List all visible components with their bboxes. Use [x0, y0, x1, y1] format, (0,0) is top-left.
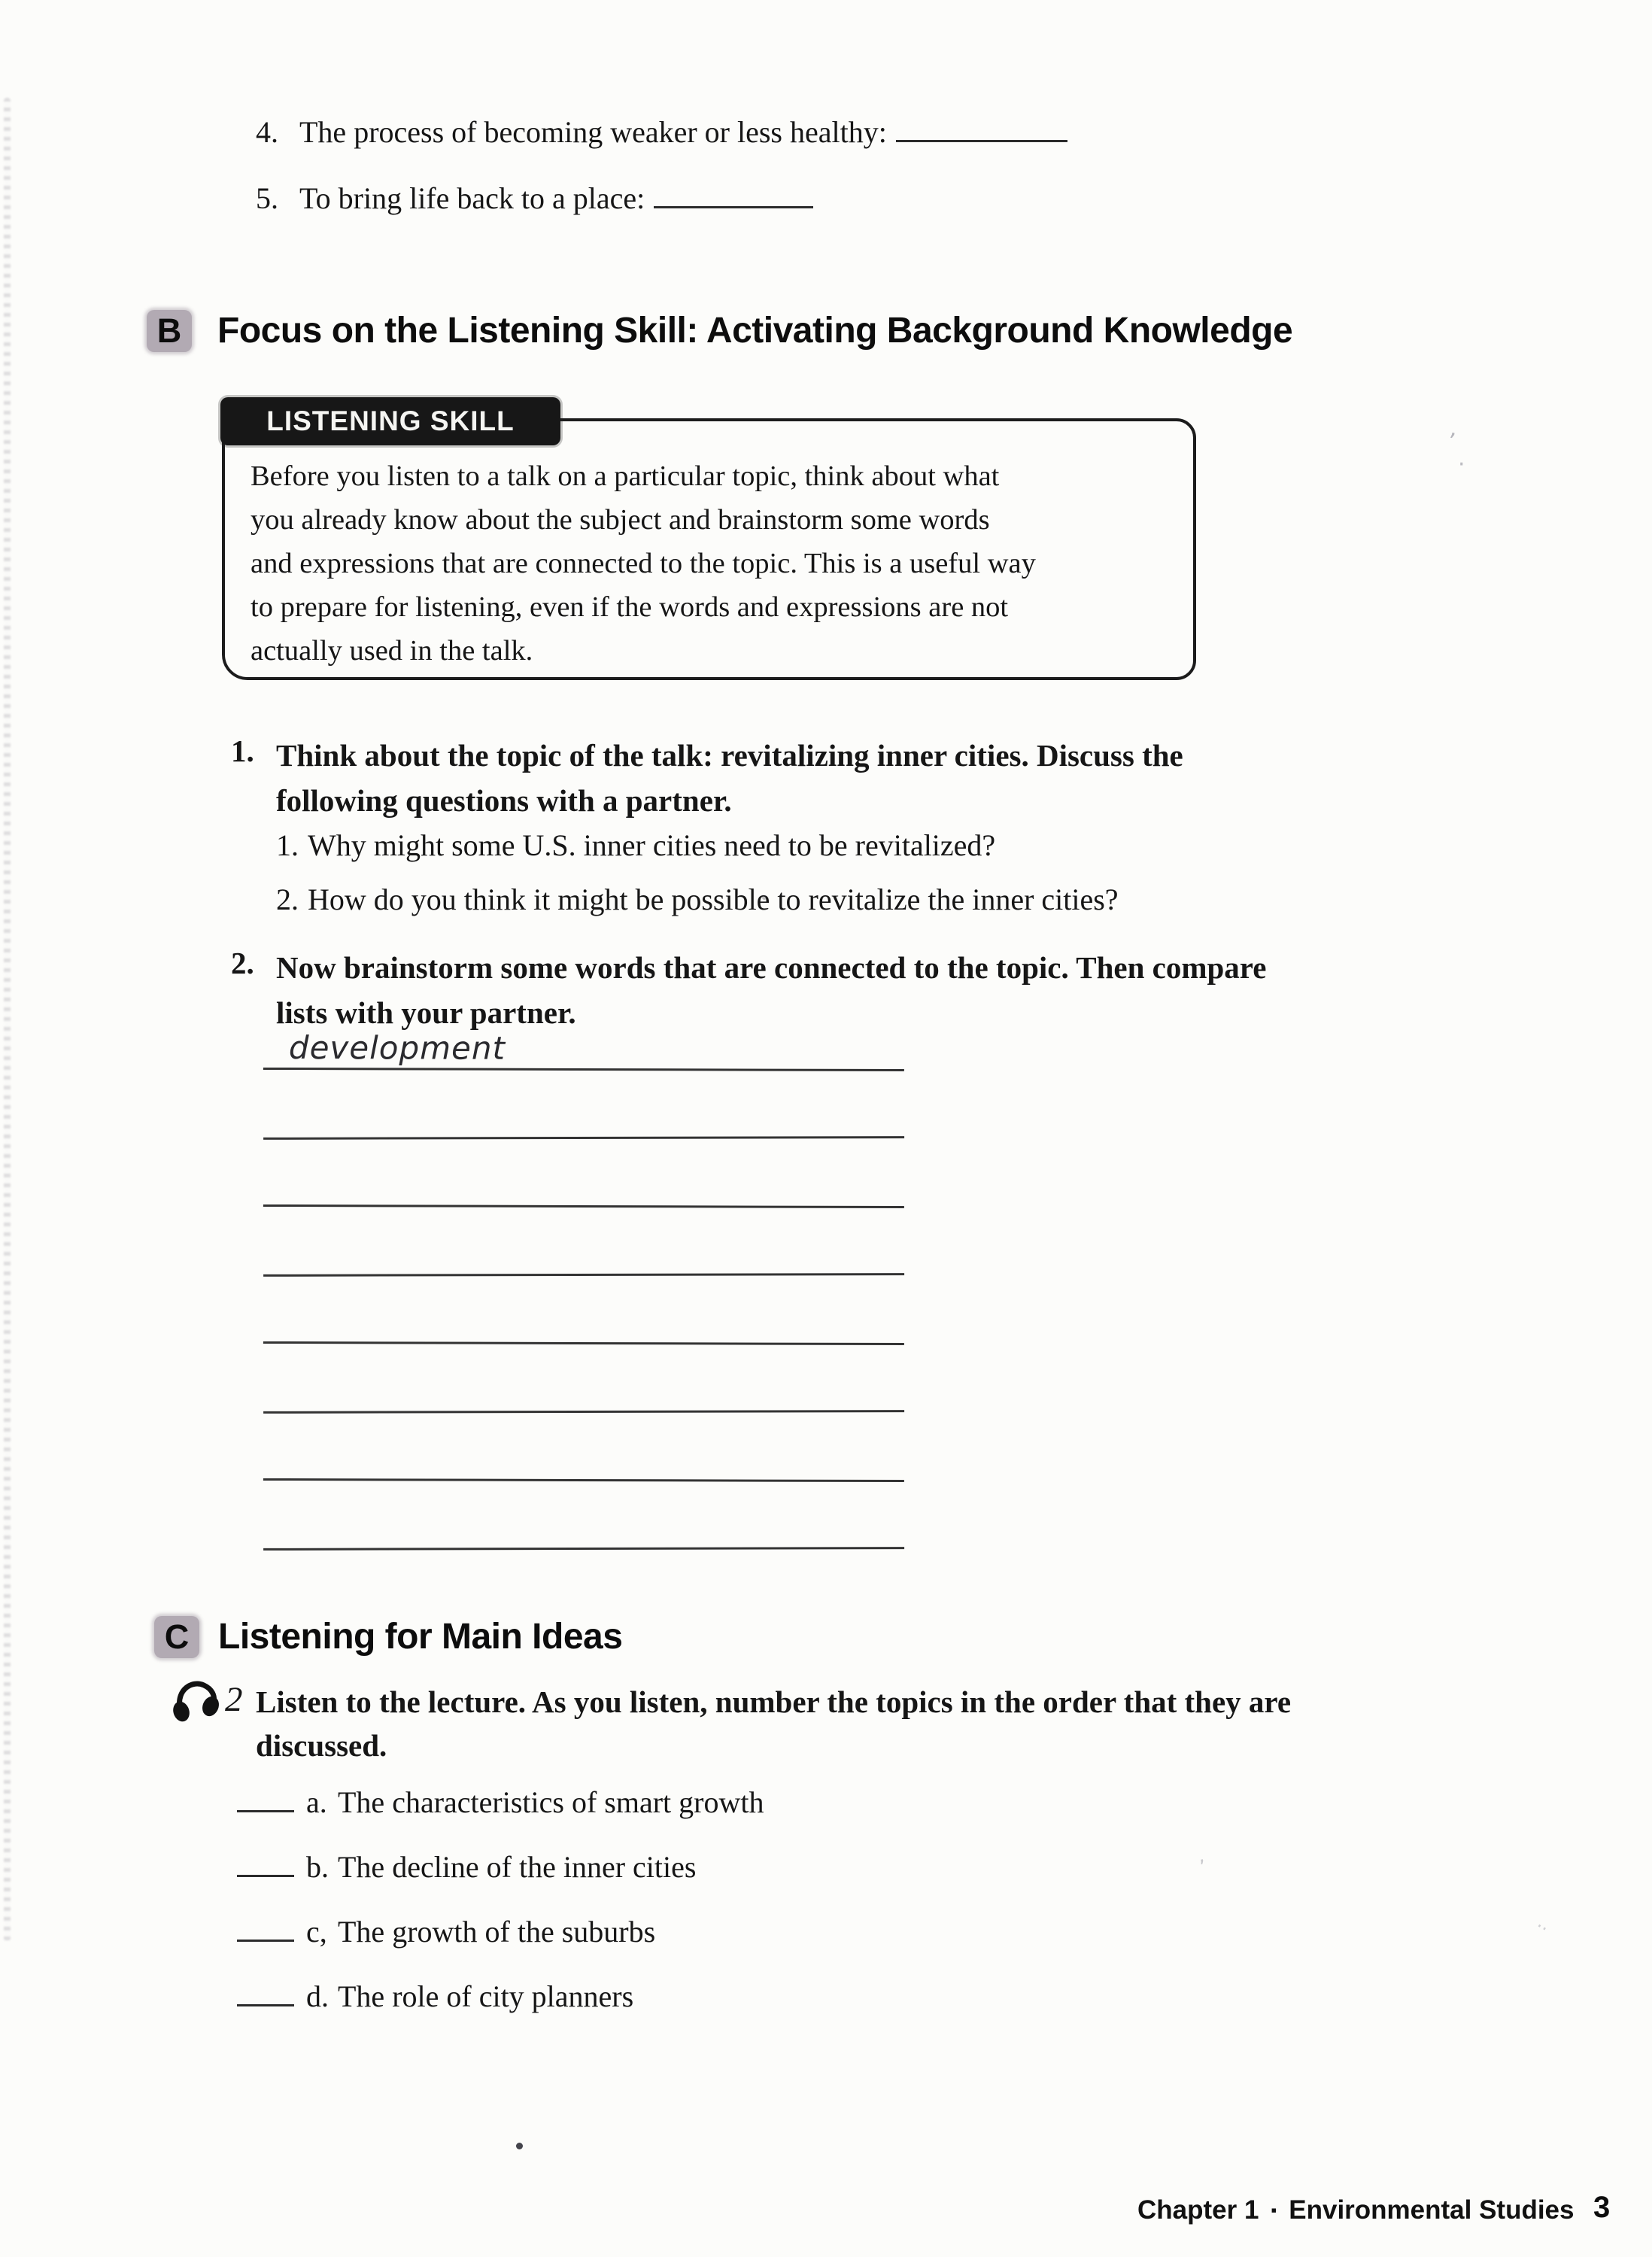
instruction-line: Listen to the lecture. As you listen, number the topics in the order that they are [256, 1684, 1292, 1719]
answer-line[interactable] [263, 1412, 904, 1482]
brainstorm-answer-lines [263, 1002, 904, 1550]
order-number-blank[interactable] [237, 1914, 294, 1942]
answer-line[interactable] [263, 1207, 904, 1277]
item-number: 2. [276, 882, 299, 916]
exercise-1 [231, 733, 1183, 823]
topic-item-d [237, 1979, 633, 2014]
item-number: 1. [276, 828, 299, 862]
exercise-1-line: following questions with a partner. [276, 783, 732, 818]
answer-blank[interactable] [896, 113, 1067, 142]
topic-label: c, [306, 1915, 327, 1949]
answer-line[interactable] [263, 1344, 904, 1414]
question-text: How do you think it might be possible to revitalize the inner cities? [308, 882, 1119, 916]
topic-label: b. [306, 1850, 329, 1884]
ink-dot-artifact [516, 2143, 523, 2149]
ink-dot-artifact [762, 895, 767, 900]
skill-text-line: actually used in the talk. [251, 635, 533, 667]
skill-text-line: you already know about the subject and brainstorm some words [251, 504, 990, 536]
order-number-blank[interactable] [237, 1785, 294, 1812]
handwritten-answer: development [288, 1029, 506, 1067]
item-number: 1. [231, 734, 254, 768]
bullet-separator-icon: ▪ [1271, 2201, 1277, 2219]
discussion-question-1 [276, 828, 995, 863]
instruction-line: discussed. [256, 1728, 387, 1763]
pencil-artifact: , [1195, 1844, 1207, 1868]
footer-book-title: Environmental Studies [1289, 2195, 1575, 2225]
vocab-item-4 [256, 113, 1067, 150]
skill-text-line: Before you listen to a talk on a particular topic, think about what [251, 460, 1000, 492]
listening-skill-text [251, 454, 1036, 673]
item-text: The process of becoming weaker or less healthy: [299, 115, 887, 149]
section-b-title: Focus on the Listening Skill: Activating Background Knowledge [217, 311, 1293, 351]
exercise-2-line: lists with your partner. [276, 995, 576, 1030]
page-footer [1137, 2195, 1575, 2225]
pencil-artifact: ·· [1532, 1915, 1553, 1940]
item-text: To bring life back to a place: [299, 181, 645, 215]
discussion-question-2 [276, 882, 1119, 917]
page-number: 3 [1593, 2191, 1611, 2224]
scan-binding-artifact [4, 98, 11, 1941]
answer-line[interactable] [263, 1275, 904, 1345]
answer-line[interactable] [263, 1481, 904, 1551]
order-number-blank[interactable] [237, 1979, 294, 2006]
topic-text: The decline of the inner cities [338, 1850, 697, 1884]
topic-item-a [237, 1785, 764, 1820]
topic-label: a. [306, 1785, 327, 1819]
order-number-blank[interactable] [237, 1849, 294, 1877]
listening-skill-tab: LISTENING SKILL [220, 397, 560, 445]
answer-line[interactable] [263, 1001, 904, 1071]
audio-track-number: 2 [225, 1680, 243, 1719]
item-number: 2. [231, 946, 254, 980]
exercise-2-line: Now brainstorm some words that are connected to the topic. Then compare [276, 950, 1267, 985]
topic-item-c [237, 1914, 655, 1949]
section-c-badge: C [154, 1616, 199, 1658]
section-b-badge: B [147, 310, 192, 352]
answer-line[interactable] [263, 1070, 904, 1140]
footer-chapter: Chapter 1 [1137, 2195, 1259, 2225]
question-text: Why might some U.S. inner cities need to be revitalized? [308, 828, 996, 862]
pencil-artifact: , [1448, 415, 1460, 442]
answer-line[interactable] [263, 1138, 904, 1208]
section-c-instruction [256, 1680, 1291, 1767]
answer-blank[interactable] [654, 179, 813, 208]
topic-text: The growth of the suburbs [338, 1915, 656, 1949]
skill-text-line: and expressions that are connected to the topic. This is a useful way [251, 548, 1036, 579]
topic-item-b [237, 1849, 696, 1885]
pencil-artifact: · [1458, 451, 1465, 478]
topic-text: The role of city planners [338, 1979, 634, 2013]
topic-label: d. [306, 1979, 329, 2013]
vocab-item-5 [256, 179, 813, 217]
headphones-icon [170, 1676, 226, 1726]
item-number: 4. [256, 115, 278, 149]
section-c-title: Listening for Main Ideas [218, 1617, 623, 1657]
exercise-1-line: Think about the topic of the talk: revitalizing inner cities. Discuss the [276, 738, 1183, 773]
skill-text-line: to prepare for listening, even if the words and expressions are not [251, 591, 1009, 623]
exercise-1-text [276, 733, 1183, 823]
topic-text: The characteristics of smart growth [338, 1785, 764, 1819]
item-number: 5. [256, 181, 278, 215]
